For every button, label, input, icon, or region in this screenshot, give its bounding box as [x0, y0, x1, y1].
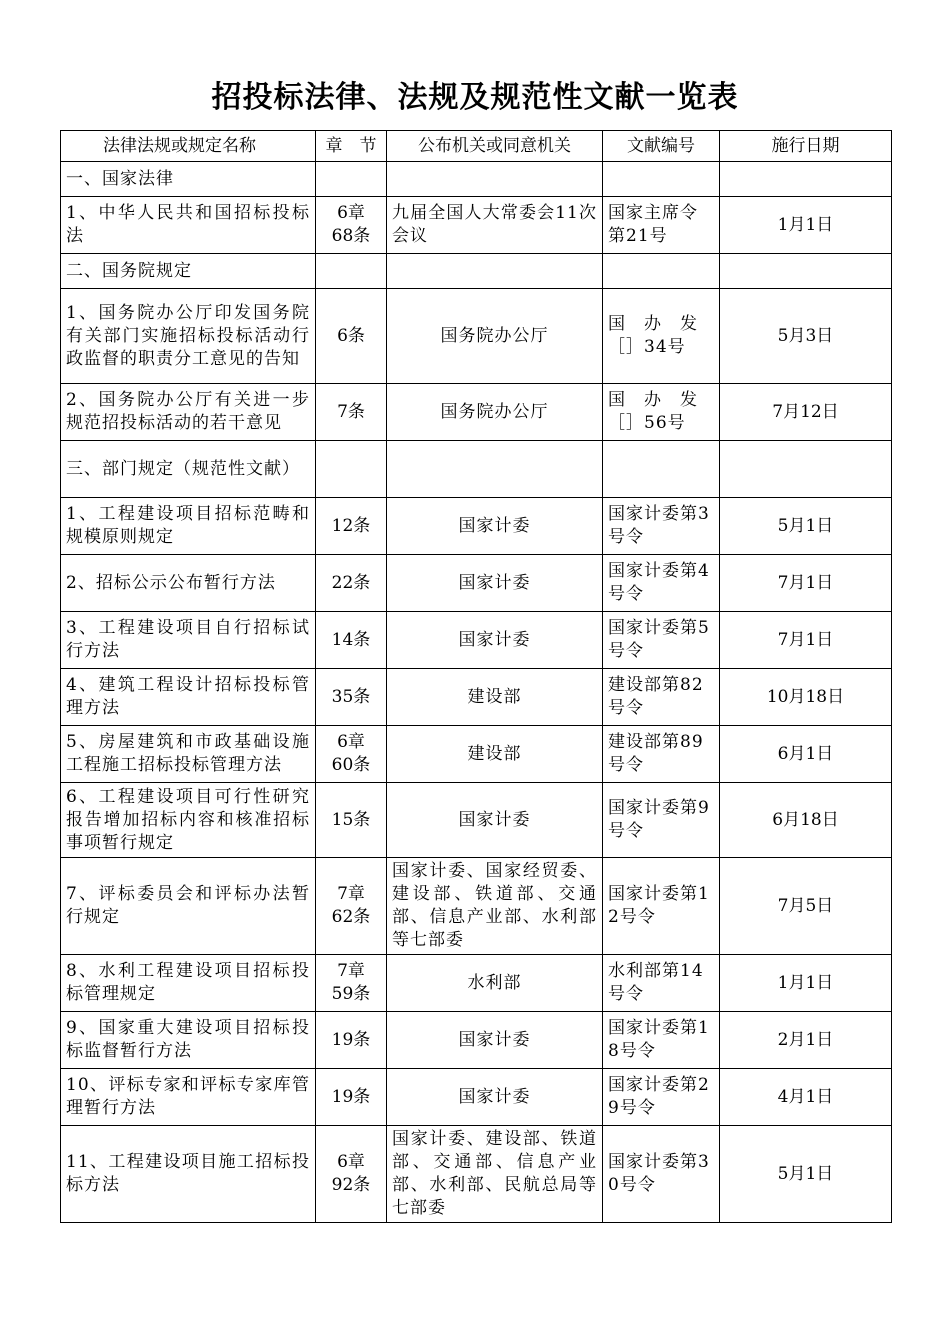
cell-date: 5月1日 — [720, 498, 892, 555]
cell-doc-no: 水利部第14号令 — [603, 955, 720, 1012]
cell-name: 6、工程建设项目可行性研究报告增加招标内容和核准招标事项暂行规定 — [61, 783, 316, 858]
section-heading: 二、国务院规定 — [61, 254, 316, 289]
cell-name: 3、工程建设项目自行招标试行方法 — [61, 612, 316, 669]
header-doc-no: 文献编号 — [603, 131, 720, 162]
cell-name: 11、工程建设项目施工招标投标方法 — [61, 1126, 316, 1223]
cell-chapter: 6章 68条 — [316, 197, 387, 254]
cell-doc-no: 国家计委第9号令 — [603, 783, 720, 858]
section-heading: 三、部门规定（规范性文献） — [61, 441, 316, 498]
cell-doc-no: 国家计委第3号令 — [603, 498, 720, 555]
cell-authority: 九届全国人大常委会11次会议 — [387, 197, 603, 254]
cell-name: 8、水利工程建设项目招标投标管理规定 — [61, 955, 316, 1012]
table-row — [61, 783, 892, 858]
cell-name: 1、中华人民共和国招标投标法 — [61, 197, 316, 254]
table-row — [61, 1069, 892, 1126]
cell-name: 10、评标专家和评标专家库管理暂行方法 — [61, 1069, 316, 1126]
table-row — [61, 289, 892, 384]
cell-chapter: 12条 — [316, 498, 387, 555]
cell-authority: 国家计委、建设部、铁道部、交通部、信息产业部、水利部、民航总局等七部委 — [387, 1126, 603, 1223]
cell-chapter: 7章 62条 — [316, 858, 387, 955]
cell-authority: 国家计委 — [387, 1069, 603, 1126]
cell-date: 7月1日 — [720, 612, 892, 669]
cell-name: 4、建筑工程设计招标投标管理方法 — [61, 669, 316, 726]
cell-date: 7月5日 — [720, 858, 892, 955]
cell-name: 1、工程建设项目招标范畴和规模原则规定 — [61, 498, 316, 555]
cell-name: 1、国务院办公厅印发国务院有关部门实施招标投标活动行政监督的职责分工意见的告知 — [61, 289, 316, 384]
cell-authority: 国家计委 — [387, 783, 603, 858]
cell-doc-no: 国家计委第18号令 — [603, 1012, 720, 1069]
cell-doc-no: 国家计委第12号令 — [603, 858, 720, 955]
cell-chapter: 6条 — [316, 289, 387, 384]
table-row — [61, 384, 892, 441]
table-row — [61, 858, 892, 955]
cell-doc-no: 建设部第89号令 — [603, 726, 720, 783]
cell-name: 7、评标委员会和评标办法暂行规定 — [61, 858, 316, 955]
cell-chapter: 6章 60条 — [316, 726, 387, 783]
header-row — [61, 131, 892, 162]
cell-chapter: 19条 — [316, 1069, 387, 1126]
table-row — [61, 498, 892, 555]
regulations-table — [60, 130, 892, 1223]
cell-date: 6月1日 — [720, 726, 892, 783]
header-authority: 公布机关或同意机关 — [387, 131, 603, 162]
cell-chapter: 35条 — [316, 669, 387, 726]
header-name: 法律法规或规定名称 — [61, 131, 316, 162]
cell-date: 1月1日 — [720, 955, 892, 1012]
section-heading-row — [61, 162, 892, 197]
table-row — [61, 669, 892, 726]
cell-authority: 国务院办公厅 — [387, 289, 603, 384]
table-row — [61, 726, 892, 783]
section-heading-row — [61, 254, 892, 289]
cell-chapter: 19条 — [316, 1012, 387, 1069]
cell-chapter: 7条 — [316, 384, 387, 441]
cell-doc-no: 国家计委第5号令 — [603, 612, 720, 669]
cell-date: 4月1日 — [720, 1069, 892, 1126]
cell-name: 2、招标公示公布暂行方法 — [61, 555, 316, 612]
cell-authority: 国务院办公厅 — [387, 384, 603, 441]
cell-chapter: 22条 — [316, 555, 387, 612]
cell-authority: 国家计委 — [387, 612, 603, 669]
cell-chapter: 15条 — [316, 783, 387, 858]
section-heading: 一、国家法律 — [61, 162, 316, 197]
cell-authority: 建设部 — [387, 669, 603, 726]
header-date: 施行日期 — [720, 131, 892, 162]
cell-doc-no: 国家计委第29号令 — [603, 1069, 720, 1126]
cell-chapter: 7章 59条 — [316, 955, 387, 1012]
cell-date: 1月1日 — [720, 197, 892, 254]
table-row — [61, 197, 892, 254]
cell-date: 10月18日 — [720, 669, 892, 726]
cell-doc-no: 国家计委第30号令 — [603, 1126, 720, 1223]
table-row — [61, 1126, 892, 1223]
cell-name: 9、国家重大建设项目招标投标监督暂行方法 — [61, 1012, 316, 1069]
table-row — [61, 955, 892, 1012]
cell-chapter: 6章 92条 — [316, 1126, 387, 1223]
header-chapter: 章 节 — [316, 131, 387, 162]
cell-doc-no: 国家计委第4号令 — [603, 555, 720, 612]
cell-doc-no: 国家主席令第21号 — [603, 197, 720, 254]
cell-date: 7月12日 — [720, 384, 892, 441]
cell-doc-no: 国 办 发［］56号 — [603, 384, 720, 441]
cell-name: 5、房屋建筑和市政基础设施工程施工招标投标管理方法 — [61, 726, 316, 783]
table-row — [61, 555, 892, 612]
cell-date: 5月3日 — [720, 289, 892, 384]
cell-authority: 国家计委 — [387, 555, 603, 612]
cell-authority: 水利部 — [387, 955, 603, 1012]
cell-date: 6月18日 — [720, 783, 892, 858]
cell-authority: 建设部 — [387, 726, 603, 783]
table-row — [61, 1012, 892, 1069]
cell-chapter: 14条 — [316, 612, 387, 669]
table-row — [61, 612, 892, 669]
cell-doc-no: 国 办 发［］34号 — [603, 289, 720, 384]
page-title: 招投标法律、法规及规范性文献一览表 — [211, 80, 739, 115]
cell-date: 7月1日 — [720, 555, 892, 612]
cell-date: 2月1日 — [720, 1012, 892, 1069]
cell-name: 2、国务院办公厅有关进一步规范招投标活动的若干意见 — [61, 384, 316, 441]
cell-authority: 国家计委 — [387, 1012, 603, 1069]
cell-authority: 国家计委、国家经贸委、建设部、铁道部、交通部、信息产业部、水利部等七部委 — [387, 858, 603, 955]
section-heading-row — [61, 441, 892, 498]
cell-doc-no: 建设部第82号令 — [603, 669, 720, 726]
cell-date: 5月1日 — [720, 1126, 892, 1223]
cell-authority: 国家计委 — [387, 498, 603, 555]
